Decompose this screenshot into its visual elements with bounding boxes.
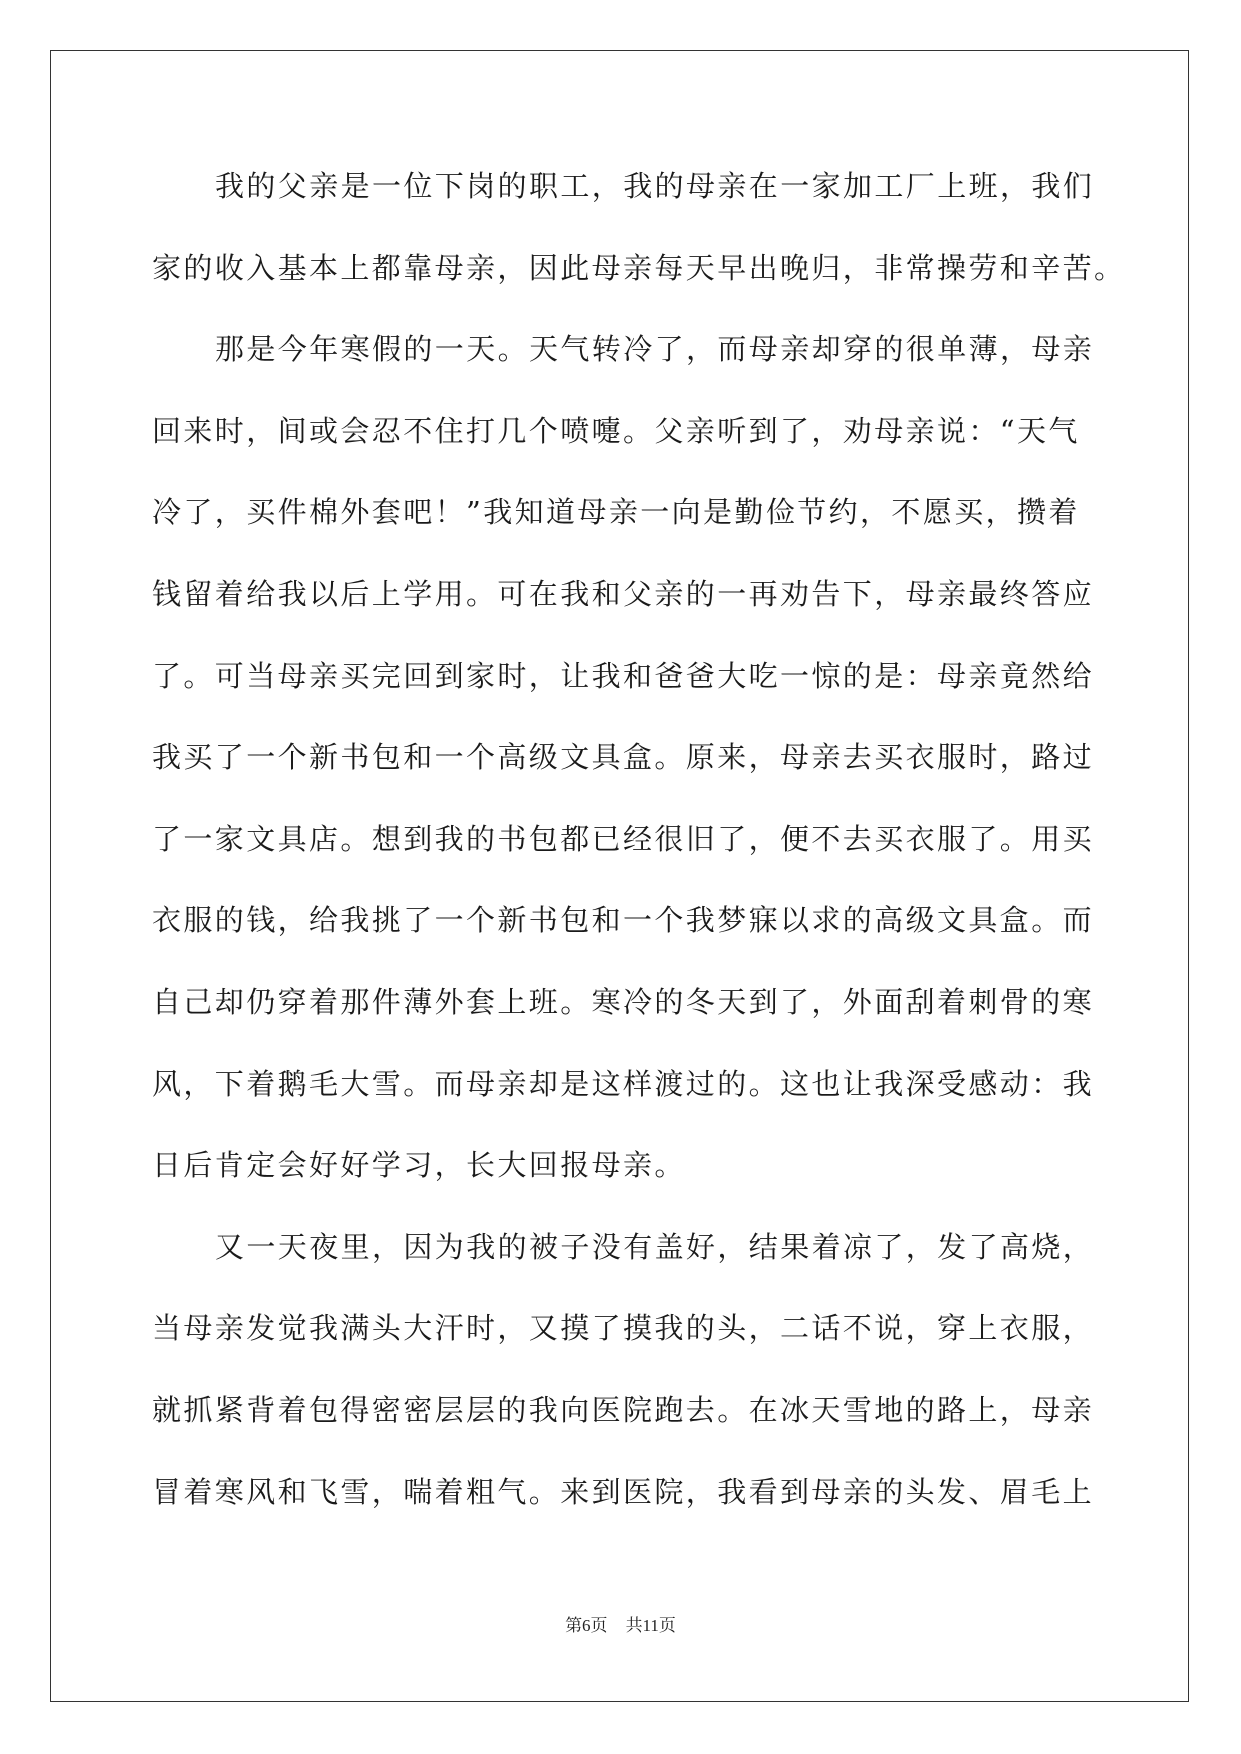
text-line: 钱留着给我以后上学用。可在我和父亲的一再劝告下，母亲最终答应 bbox=[152, 576, 1095, 611]
text-line: 家的收入基本上都靠母亲，因此母亲每天早出晚归，非常操劳和辛苦。 bbox=[152, 250, 1126, 285]
document-body bbox=[152, 156, 1126, 1543]
text-line: 我买了一个新书包和一个高级文具盒。原来，母亲去买衣服时，路过 bbox=[152, 740, 1095, 775]
text-line: 又一天夜里，因为我的被子没有盖好，结果着凉了，发了高烧， bbox=[215, 1229, 1095, 1264]
text-line: 自己却仍穿着那件薄外套上班。寒冷的冬天到了，外面刮着刺骨的寒 bbox=[152, 984, 1095, 1019]
text-line: 冒着寒风和飞雪，喘着粗气。来到医院，我看到母亲的头发、眉毛上 bbox=[152, 1474, 1095, 1509]
text-line: 风，下着鹅毛大雪。而母亲却是这样渡过的。这也让我深受感动：我 bbox=[152, 1066, 1095, 1101]
page-number: 第6页 bbox=[565, 1616, 608, 1635]
text-line: 那是今年寒假的一天。天气转冷了，而母亲却穿的很单薄，母亲 bbox=[215, 332, 1095, 367]
text-line: 就抓紧背着包得密密层层的我向医院跑去。在冰天雪地的路上，母亲 bbox=[152, 1392, 1095, 1427]
text-line: 冷了，买件棉外套吧！”我知道母亲一向是勤俭节约，不愿买，攒着 bbox=[152, 495, 1080, 530]
text-line: 回来时，间或会忍不住打几个喷嚏。父亲听到了，劝母亲说：“天气 bbox=[152, 413, 1080, 448]
text-line: 衣服的钱，给我挑了一个新书包和一个我梦寐以求的高级文具盒。而 bbox=[152, 903, 1095, 938]
text-line: 当母亲发觉我满头大汗时，又摸了摸我的头，二话不说，穿上衣服， bbox=[152, 1311, 1095, 1346]
text-line: 了。可当母亲买完回到家时，让我和爸爸大吃一惊的是：母亲竟然给 bbox=[152, 658, 1095, 693]
text-line: 我的父亲是一位下岗的职工，我的母亲在一家加工厂上班，我们 bbox=[215, 169, 1095, 203]
text-line: 日后肯定会好好学习，长大回报母亲。 bbox=[152, 1148, 686, 1183]
text-line: 了一家文具店。想到我的书包都已经很旧了，便不去买衣服了。用买 bbox=[152, 821, 1095, 856]
page-total: 共11页 bbox=[625, 1616, 676, 1635]
page-footer bbox=[0, 1611, 1241, 1636]
